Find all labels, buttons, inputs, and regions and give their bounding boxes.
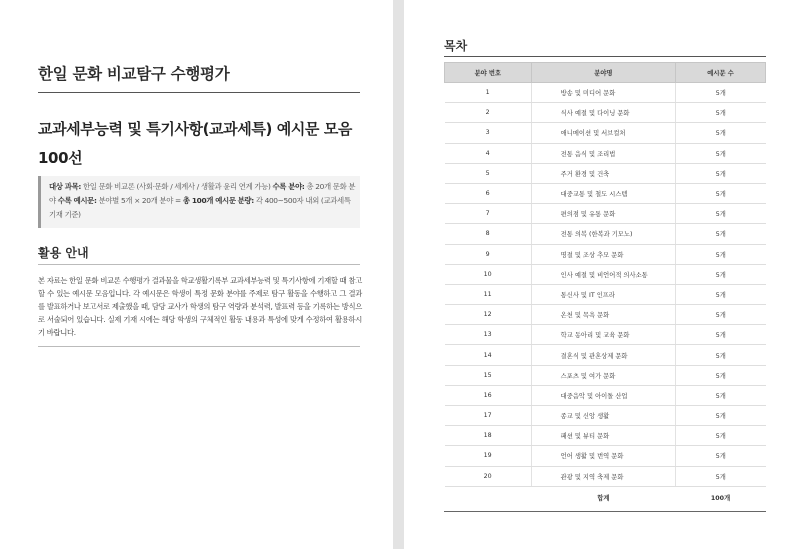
field-number-cell: 10 (445, 264, 532, 284)
table-row (445, 163, 766, 183)
table-row (445, 284, 766, 304)
example-count-cell: 5개 (676, 305, 766, 325)
field-name-cell: 스포츠 및 여가 문화 (531, 365, 675, 385)
example-count-cell: 5개 (676, 446, 766, 466)
example-count-cell: 5개 (676, 224, 766, 244)
usage-guide-heading: 활용 안내 (38, 246, 89, 260)
field-number-cell: 9 (445, 244, 532, 264)
field-name-cell: 전통 음식 및 조리법 (531, 143, 675, 163)
field-name-cell: 애니메이션 및 서브컬처 (531, 123, 675, 143)
example-count-cell: 5개 (676, 204, 766, 224)
field-name-cell: 식사 예절 및 다이닝 문화 (531, 103, 675, 123)
example-count-cell: 5개 (676, 345, 766, 365)
total-row (445, 486, 766, 508)
field-name-cell: 통신사 및 IT 인프라 (531, 284, 675, 304)
field-number-cell: 17 (445, 406, 532, 426)
table-row (445, 143, 766, 163)
example-count-cell: 5개 (676, 264, 766, 284)
total-count: 100개 (710, 495, 731, 502)
example-count-cell: 5개 (676, 325, 766, 345)
table-row (445, 446, 766, 466)
field-number-cell: 7 (445, 204, 532, 224)
field-number-cell: 15 (445, 365, 532, 385)
field-number-cell: 4 (445, 143, 532, 163)
field-number-cell: 18 (445, 426, 532, 446)
main-title: 교과세부능력 및 특기사항(교과세특) 예시문 모음 100선 (38, 120, 353, 167)
field-name-cell: 언어 생활 및 번역 문화 (531, 446, 675, 466)
field-name-cell: 온천 및 목욕 문화 (531, 305, 675, 325)
total-label: 합계 (597, 495, 610, 502)
example-count-cell: 5개 (676, 466, 766, 486)
example-count-cell: 5개 (676, 244, 766, 264)
table-row (445, 183, 766, 203)
example-count-cell: 5개 (676, 365, 766, 385)
field-number-cell: 20 (445, 466, 532, 486)
field-count-label: 수록 분야: (272, 182, 305, 191)
meta-info-box (38, 176, 360, 228)
example-count-cell: 5개 (676, 385, 766, 405)
table-row (445, 385, 766, 405)
field-count-value: 총 20개 문화 분야 (49, 182, 356, 205)
document-title: 한일 문화 비교탐구 수행평가 (38, 65, 230, 83)
field-name-cell: 방송 및 미디어 문화 (531, 83, 675, 103)
field-number-cell: 16 (445, 385, 532, 405)
usage-guide-text: 본 자료는 한일 문화 비교론 수행평가 결과물을 학교생활기록부 교과세부능력 및 특기사항에 기재할 때 참고할 수 있는 예시문 모음입니다. 각 예시문은 학생이 특정 문화 분야를 주제로 탐구 활동을 수행하고 그 결과를 발표하거나 보고서로 제출했을 때, 담당 교사가 학생의 탐구 역량과 분석력, 발표력 등을 기록하는 방식으로 서술되어 있습니다. 실제 기재 시에는 해당 학생의 구체적인 활동 내용과 특성에 맞게 수정하여 활용하시기 바랍니다. (38, 276, 362, 338)
toc-bottom-divider (444, 511, 766, 512)
example-count-cell: 5개 (676, 163, 766, 183)
table-row (445, 224, 766, 244)
field-name-cell: 종교 및 신앙 생활 (531, 406, 675, 426)
field-number-cell: 5 (445, 163, 532, 183)
table-row (445, 204, 766, 224)
field-name-cell: 인사 예절 및 비언어적 의사소통 (531, 264, 675, 284)
field-name-cell: 전통 의복 (한복과 기모노) (531, 224, 675, 244)
length-label: 분량: (237, 196, 254, 205)
table-row (445, 345, 766, 365)
table-row (445, 103, 766, 123)
table-row (445, 325, 766, 345)
title-divider (38, 92, 360, 93)
example-count-cell: 5개 (676, 103, 766, 123)
field-number-cell: 3 (445, 123, 532, 143)
right-page (404, 0, 800, 549)
example-count-cell: 5개 (676, 426, 766, 446)
field-number-cell: 14 (445, 345, 532, 365)
header-example-count: 예시문 수 (676, 63, 766, 83)
field-name-cell: 대중교통 및 철도 시스템 (531, 183, 675, 203)
table-row (445, 305, 766, 325)
header-field-number: 분야 번호 (445, 63, 532, 83)
field-name-cell: 학교 동아리 및 교육 문화 (531, 325, 675, 345)
table-row (445, 426, 766, 446)
example-total: 총 100개 예시문 (182, 196, 236, 205)
field-name-cell: 패션 및 뷰티 문화 (531, 426, 675, 446)
table-row (445, 264, 766, 284)
field-number-cell: 19 (445, 446, 532, 466)
subject-label: 대상 과목: (49, 182, 81, 191)
toc-table (444, 62, 766, 508)
toc-divider (444, 56, 766, 57)
field-name-cell: 관광 및 지역 축제 문화 (531, 466, 675, 486)
example-count-cell: 5개 (676, 123, 766, 143)
field-number-cell: 11 (445, 284, 532, 304)
example-count-cell: 5개 (676, 183, 766, 203)
example-count-label: 수록 예시문: (57, 196, 97, 205)
table-row (445, 406, 766, 426)
example-count-cell: 5개 (676, 406, 766, 426)
field-number-cell: 6 (445, 183, 532, 203)
example-count-cell: 5개 (676, 143, 766, 163)
field-number-cell: 8 (445, 224, 532, 244)
field-number-cell: 2 (445, 103, 532, 123)
toc-heading: 목차 (444, 39, 468, 53)
example-count-cell: 5개 (676, 284, 766, 304)
example-count-cell: 5개 (676, 83, 766, 103)
table-row (445, 123, 766, 143)
field-number-cell: 13 (445, 325, 532, 345)
table-row (445, 365, 766, 385)
section-divider (38, 264, 360, 265)
field-name-cell: 주거 환경 및 건축 (531, 163, 675, 183)
field-number-cell: 12 (445, 305, 532, 325)
example-count-value: 분야별 5개 × 20개 분야 = (98, 196, 181, 205)
field-name-cell: 명절 및 조상 추모 문화 (531, 244, 675, 264)
bottom-divider (38, 346, 360, 347)
field-number-cell: 1 (445, 83, 532, 103)
table-row (445, 83, 766, 103)
field-name-cell: 결혼식 및 관혼상제 문화 (531, 345, 675, 365)
table-row (445, 244, 766, 264)
toc-body (445, 83, 766, 509)
toc-header-row (445, 63, 766, 83)
table-row (445, 466, 766, 486)
subject-value: 한일 문화 비교론 (사회·문화 / 세계사 / 생활과 윤리 연계 가능) (83, 182, 271, 191)
header-field-name: 분야명 (531, 63, 675, 83)
field-name-cell: 편의점 및 유통 문화 (531, 204, 675, 224)
total-empty-cell (445, 486, 532, 508)
field-name-cell: 대중음악 및 아이돌 산업 (531, 385, 675, 405)
length-value: 각 400~500자 내외 (교과세특 기재 기준) (49, 196, 351, 219)
left-page (0, 0, 393, 549)
